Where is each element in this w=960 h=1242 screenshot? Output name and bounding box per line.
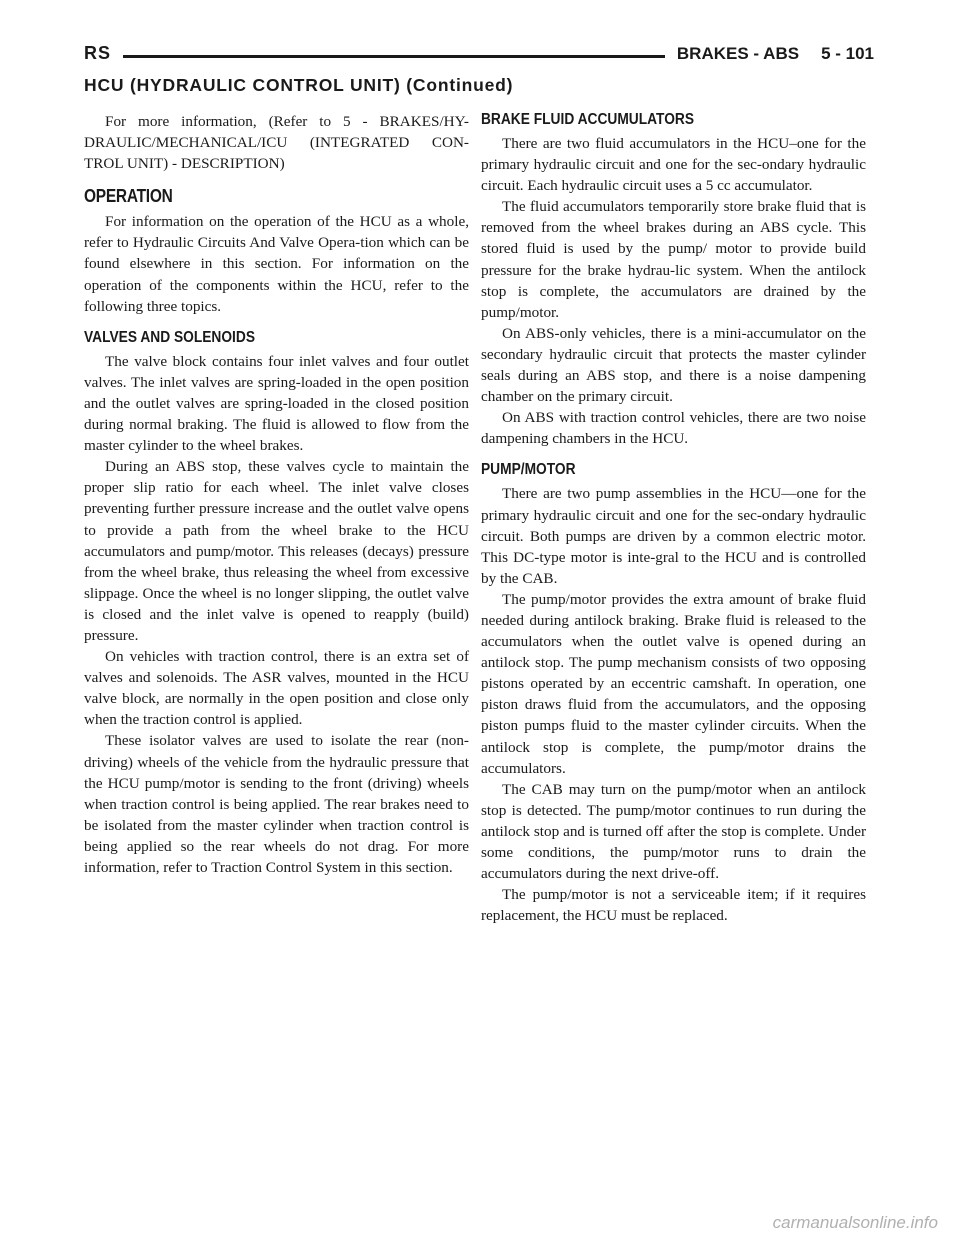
paragraph: There are two fluid accumulators in the HCU–one for the primary hydraulic circuit and one for the sec-ondary hydraulic circuit. Each hydraulic circuit uses a 5 cc accumulator.: [481, 135, 866, 195]
section-title: BRAKES - ABS: [676, 44, 800, 63]
paragraph: The valve block contains four inlet valves and four outlet valves. The inlet valves are spring-loaded in the open position and the outlet valves are spring-loaded in the closed position during normal braking. The fluid is allowed to flow from the master cylinder to the wheel brakes.: [84, 352, 469, 455]
paragraph: The pump/motor provides the extra amount of brake fluid needed during antilock braking. Brake fluid is released to the accumulators when the outlet valve is opened during an antilock stop. The pump mechanism consists of two opposing pistons operated by an eccentric camshaft. In operation, one piston draws fluid from the accumulators, and the opposing piston pumps fluid to the master cylinder circuits. When the antilock stop is complete, the pump/motor drains the accumulators.: [481, 590, 866, 777]
paragraph: The pump/motor is not a serviceable item; if it requires replacement, the HCU must be replaced.: [481, 886, 866, 925]
paragraph: The fluid accumulators temporarily store brake fluid that is removed from the wheel brakes during an ABS cycle. This stored fluid is used by the pump/ motor to provide build pressure for the brake hydrau-lic system. When the antilock stop is complete, the accumulators are drained by the pump/motor.: [481, 198, 866, 321]
intro-paragraph: For more information, (Refer to 5 - BRAKES/HY-DRAULIC/MECHANICAL/ICU (INTEGRATED CON-TROL UNIT) - DESCRIPTION): [84, 113, 469, 173]
paragraph: On vehicles with traction control, there is an extra set of valves and solenoids. The ASR valves, mounted in the HCU valve block, are normally in the open position and close only when the traction control is applied.: [84, 648, 469, 729]
paragraph: The CAB may turn on the pump/motor when an antilock stop is detected. The pump/motor continues to run during the antilock stop and is turned off after the stop is complete. Under some conditions, the pump/motor runs to drain the accumulators during the next drive-off.: [481, 780, 866, 883]
header-rule: [123, 55, 665, 58]
paragraph: These isolator valves are used to isolate the rear (non-driving) wheels of the vehicle from the hydraulic pressure that the HCU pump/motor is sending to the front (driving) wheels when traction control is being applied. The rear brakes need to be isolated from the master cylinder when traction control is being applied so the rear wheels do not drag. For more information, refer to Traction Control System in this section.: [84, 732, 469, 876]
page-number: 5 - 101: [821, 44, 874, 63]
paragraph: On ABS with traction control vehicles, there are two noise dampening chambers in the HCU.: [481, 409, 866, 448]
continued-title: HCU (HYDRAULIC CONTROL UNIT) (Continued): [84, 75, 514, 95]
paragraph: For information on the operation of the HCU as a whole, refer to Hydraulic Circuits And Valve Opera-tion which can be found elsewhere in this section. For information on the operation of the components within the HCU, refer to the following three topics.: [84, 213, 469, 315]
right-column: [481, 111, 866, 926]
header-section: [677, 44, 874, 64]
pump-motor-heading: PUMP/MOTOR: [481, 461, 576, 479]
operation-heading: OPERATION: [84, 186, 173, 207]
paragraph: There are two pump assemblies in the HCU—one for the primary hydraulic circuit and one for the sec-ondary hydraulic circuit. Both pumps are driven by a common electric motor. This DC-type motor is inte-gral to the HCU and is controlled by the CAB.: [481, 485, 866, 587]
left-column: [84, 111, 469, 878]
manual-code: RS: [84, 43, 112, 63]
accumulators-heading: BRAKE FLUID ACCUMULATORS: [481, 111, 695, 128]
paragraph: During an ABS stop, these valves cycle to maintain the proper slip ratio for each wheel. The inlet valve closes preventing further pressure increase and the outlet valve opens to provide a path from the wheel brake to the HCU accumulators and pump/motor. This releases (decays) pressure from the wheel brake, thus releasing the wheel from excessive slippage. Once the wheel is no longer slipping, the outlet valve is closed and the inlet valve is opened to reapply (build) pressure.: [84, 458, 469, 644]
paragraph: On ABS-only vehicles, there is a mini-accumulator on the secondary hydraulic circuit that protects the master cylinder seals during an ABS stop, and there is a noise dampening chamber on the primary circuit.: [481, 324, 866, 406]
site-watermark: carmanualsonline.info: [772, 1213, 938, 1232]
valves-heading: VALVES AND SOLENOIDS: [84, 328, 256, 346]
